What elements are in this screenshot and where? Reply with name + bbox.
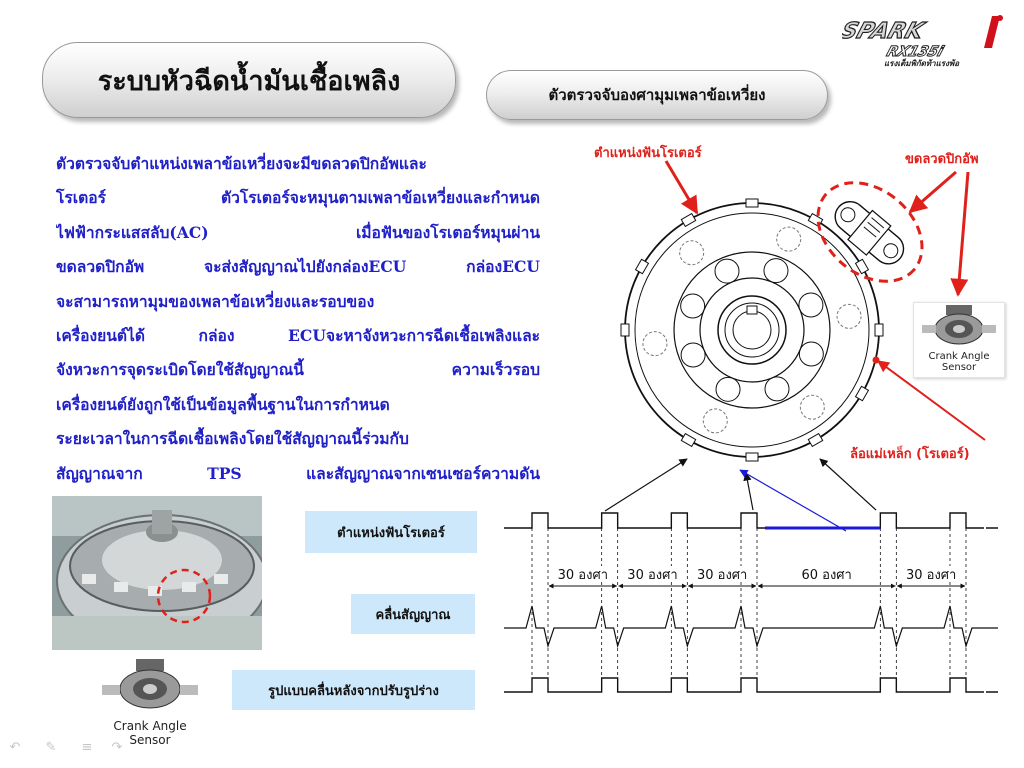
magnet-wheel-label: ล้อแม่เหล็ก (โรเตอร์) [850,447,970,462]
paragraph-line: จังหวะการจุดระเบิดโดยใช้สัญญาณนี้ ความเร็วรอบ [56,360,540,380]
forward-arrow-icon[interactable]: ↷ [111,740,123,755]
paragraph-line: ระยะเวลาในการฉีดเชื้อเพลิงโดยใช้สัญญาณนี้ร่วมกับ [56,429,409,449]
timing-label-signal-wave: คลื่นสัญญาณ [351,594,475,634]
signal-waveform [504,606,998,646]
paragraph-line: โรเตอร์ ตัวโรเตอร์จะหมุนตามเพลาข้อเหวี่ยงและกำหนด [56,188,540,208]
shaped-waveform [504,678,998,692]
interval-label: 30 องศา [557,568,609,583]
interval-label: 30 องศา [905,568,957,583]
flywheel-photo [52,496,262,650]
logo-tagline: แรงเต็มพิกัดท้าแรงพ้อ [884,59,960,68]
sub-title: ตัวตรวจจับองศามุมเพลาข้อเหวี่ยง [486,70,828,120]
back-arrow-icon[interactable]: ↶ [9,740,21,755]
timing-label-shaped-wave: รูปแบบคลื่นหลังจากปรับรูปร่าง [232,670,475,710]
paragraph-line: เครื่องยนต์ได้ กล่อง ECUจะหาจังหวะการฉีดเชื้อเพลิงและ [56,326,540,346]
rotor-tooth-waveform [504,513,998,528]
paragraph-line: จะสามารถหามุมของเพลาข้อเหวี่ยงและรอบของ [56,291,375,311]
paragraph-line: ตัวตรวจจับตำแหน่งเพลาข้อเหวี่ยงจะมีขดลวดปิกอัพและ [56,154,427,173]
sensor-caption: Crank Angle [928,351,990,362]
logo-model: RX135i [884,44,946,60]
menu-icon[interactable]: ≡ [81,740,93,755]
interval-label: 30 องศา [696,568,748,583]
timing-label-rotor-teeth: ตำแหน่งฟันโรเตอร์ [305,511,477,553]
interval-label: 30 องศา [627,568,678,583]
interval-label: 60 องศา [801,568,852,583]
paragraph-line: ขดลวดปิกอัพ จะส่งสัญญาณไปยังกล่องECU กล่องECU [56,257,540,277]
pickup-coil-label: ขดลวดปิกอัพ [905,152,979,167]
paragraph-line: ไฟฟ้ากระแสสลับ(AC) เมื่อฟันของโรเตอร์หมุนผ่าน [56,222,540,242]
sensor-icon [96,655,204,715]
paragraph-line: สัญญาณจาก TPS และสัญญาณจากเซนเซอร์ความดัน [56,463,540,483]
pen-icon[interactable]: ✎ [45,740,57,755]
rotor-tooth-label: ตำแหน่งฟันโรเตอร์ [594,146,702,161]
crank-angle-sensor-image-bottom [96,655,204,749]
sensor-caption: Sensor [129,733,171,747]
sensor-caption: Sensor [941,362,977,373]
timing-diagram [496,500,1006,710]
logo-brand: SPARK [842,18,927,44]
sensor-caption: Crank Angle [113,719,187,733]
paragraph-line: เครื่องยนต์ยังถูกใช้เป็นข้อมูลพื้นฐานในการกำหนด [56,394,390,414]
main-title: ระบบหัวฉีดน้ำมันเชื้อเพลิง [42,42,456,118]
